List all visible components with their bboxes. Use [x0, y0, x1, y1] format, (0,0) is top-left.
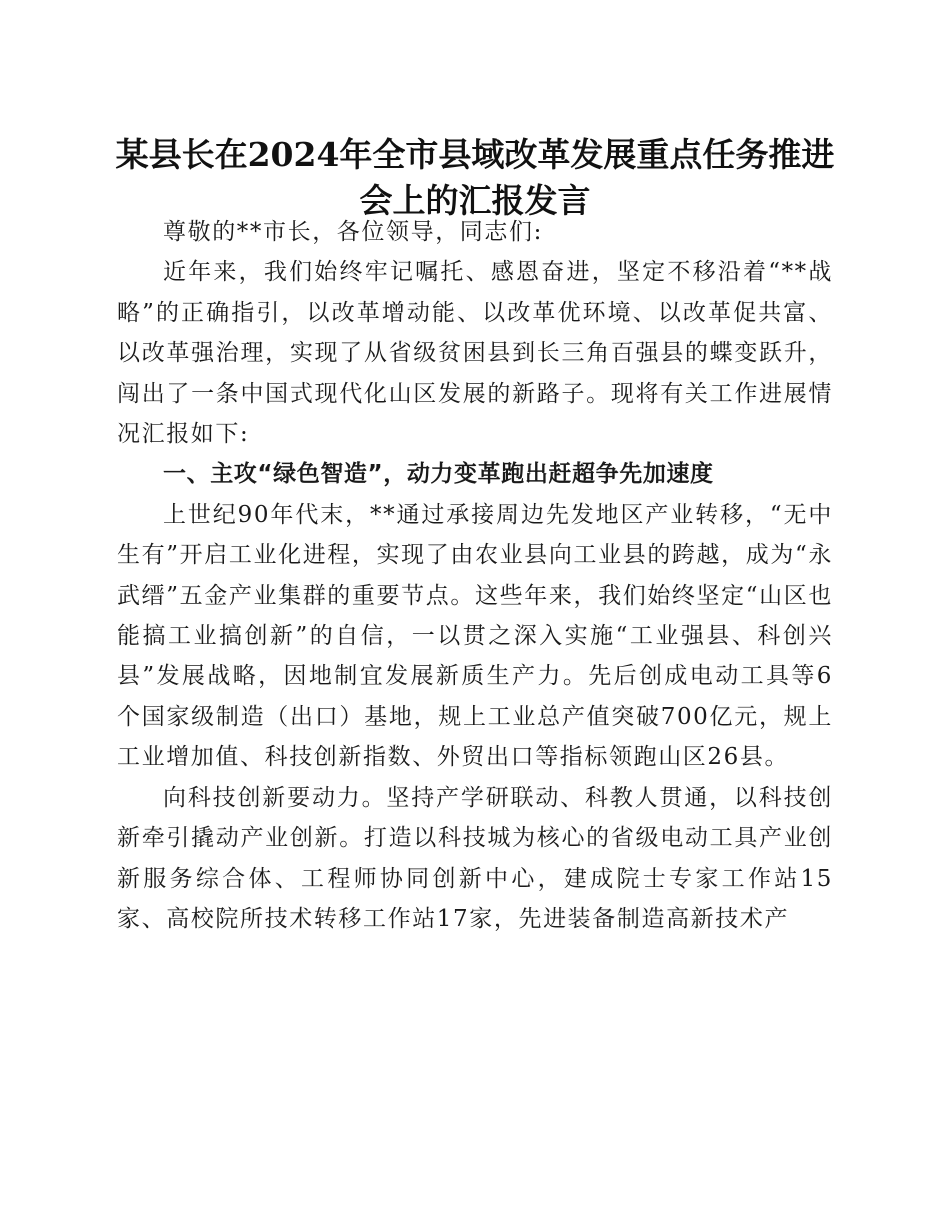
- salutation: 尊敬的**市长，各位领导，同志们:: [163, 219, 543, 245]
- body-paragraph: 上世纪90年代末，**通过承接周边先发地区产业转移，“无中生有”开启工业化进程，实现了由农业县向工业县的跨越，成为“永武缙”五金产业集群的重要节点。这些年来，我们始终坚定“山区也能搞工业搞创新”的自信，一以贯之深入实施“工业强县、科创兴县”发展战略，因地制宜发展新质生产力。先后创成电动工具等6个国家级制造（出口）基地，规上工业总产值突破700亿元，规上工业增加值、科技创新指数、外贸出口等指标领跑山区26县。: [117, 501, 833, 771]
- section-heading: 一、主攻“绿色智造”，动力变革跑出赶超争先加速度: [163, 461, 714, 488]
- document-title: 某县长在2024年全市县域改革发展重点任务推进会上的汇报发言: [115, 135, 835, 220]
- body-paragraph: 向科技创新要动力。坚持产学研联动、科教人贯通，以科技创新牵引撬动产业创新。打造以科技城为核心的省级电动工具产业创新服务综合体、工程师协同创新中心，建成院士专家工作站15家、高校院所技术转移工作站17家，先进装备制造高新技术产: [117, 784, 833, 932]
- document-body: [117, 212, 833, 939]
- intro-paragraph: 近年来，我们始终牢记嘱托、感恩奋进，坚定不移沿着“**战略”的正确指引，以改革增动能、以改革优环境、以改革促共富、以改革强治理，实现了从省级贫困县到长三角百强县的蝶变跃升，闯出了一条中国式现代化山区发展的新路子。现将有关工作进展情况汇报如下:: [117, 259, 833, 448]
